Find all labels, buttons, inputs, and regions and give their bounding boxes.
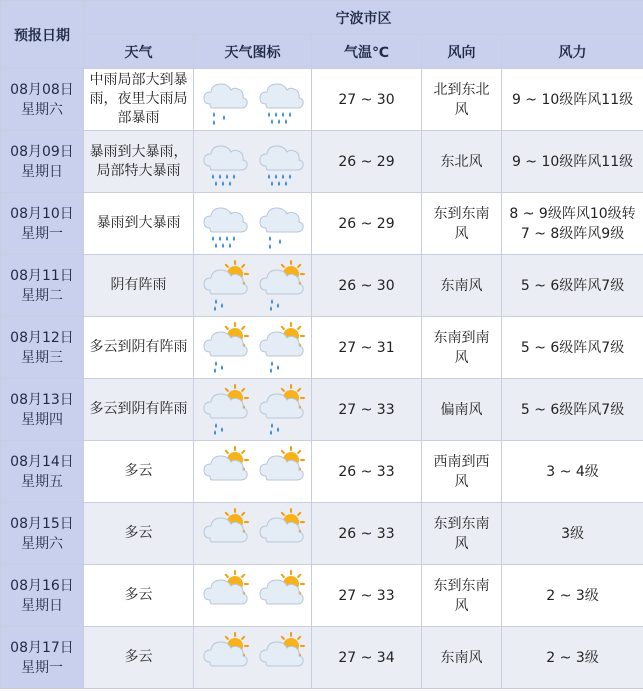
table-row	[1, 627, 643, 689]
weekday-text: 星期二	[21, 287, 63, 304]
date-text: 08月14日	[10, 453, 74, 470]
date-cell	[1, 69, 84, 131]
table-row	[1, 193, 643, 255]
wind-direction-cell: 东到东南风	[422, 193, 502, 255]
date-text: 08月10日	[10, 205, 74, 222]
partly-cloudy-icon	[256, 508, 306, 560]
date-cell	[1, 379, 84, 441]
date-text: 08月08日	[10, 81, 74, 98]
temperature-cell: 26 ~ 30	[312, 255, 422, 317]
rain-cloud-icon	[256, 198, 306, 250]
temperature-cell: 27 ~ 33	[312, 379, 422, 441]
weekday-text: 星期日	[21, 597, 63, 614]
sun-shower-icon	[256, 384, 306, 436]
date-cell	[1, 193, 84, 255]
date-text: 08月09日	[10, 143, 74, 160]
date-text: 08月16日	[10, 577, 74, 594]
heavy-rain-cloud-icon	[256, 74, 306, 126]
wind-power-cell: 8 ~ 9级阵风10级转7 ~ 8级阵风9级	[502, 193, 643, 255]
weekday-text: 星期一	[21, 659, 63, 676]
heavy-rain-cloud-icon	[200, 136, 250, 188]
partly-cloudy-icon	[200, 508, 250, 560]
weather-text: 多云	[84, 627, 194, 689]
date-text: 08月15日	[10, 515, 74, 532]
weekday-text: 星期四	[21, 411, 63, 428]
header-temperature: 气温℃	[312, 35, 422, 69]
wind-direction-cell: 东南风	[422, 255, 502, 317]
partly-cloudy-icon	[200, 446, 250, 498]
temperature-cell: 27 ~ 30	[312, 69, 422, 131]
weather-icon-cell	[194, 565, 312, 627]
date-cell	[1, 255, 84, 317]
table-row	[1, 317, 643, 379]
table-row	[1, 131, 643, 193]
partly-cloudy-icon	[200, 632, 250, 684]
temperature-cell: 27 ~ 34	[312, 627, 422, 689]
sun-shower-icon	[200, 260, 250, 312]
date-text: 08月17日	[10, 639, 74, 656]
wind-power-cell: 5 ~ 6级阵风7级	[502, 317, 643, 379]
table-row	[1, 565, 643, 627]
wind-power-cell: 9 ~ 10级阵风11级	[502, 69, 643, 131]
sun-shower-icon	[256, 260, 306, 312]
heavy-rain-cloud-icon	[200, 198, 250, 250]
weather-text: 阴有阵雨	[84, 255, 194, 317]
header-date: 预报日期	[1, 1, 84, 69]
temperature-cell: 26 ~ 33	[312, 503, 422, 565]
wind-power-cell: 3级	[502, 503, 643, 565]
wind-direction-cell: 东南到南风	[422, 317, 502, 379]
partly-cloudy-icon	[256, 632, 306, 684]
date-cell	[1, 503, 84, 565]
date-text: 08月11日	[10, 267, 74, 284]
table-row	[1, 503, 643, 565]
wind-power-cell: 3 ~ 4级	[502, 441, 643, 503]
weather-icon-cell	[194, 131, 312, 193]
wind-direction-cell: 西南到西风	[422, 441, 502, 503]
rain-cloud-icon	[200, 74, 250, 126]
weekday-text: 星期三	[21, 349, 63, 366]
wind-direction-cell: 东南风	[422, 627, 502, 689]
partly-cloudy-icon	[256, 446, 306, 498]
header-wind-power: 风力	[502, 35, 643, 69]
partly-cloudy-icon	[256, 570, 306, 622]
table-row	[1, 441, 643, 503]
date-cell	[1, 441, 84, 503]
wind-power-cell: 2 ~ 3级	[502, 627, 643, 689]
temperature-cell: 27 ~ 31	[312, 317, 422, 379]
weekday-text: 星期日	[21, 163, 63, 180]
weather-icon-cell	[194, 69, 312, 131]
weekday-text: 星期五	[21, 473, 63, 490]
weather-text: 多云到阴有阵雨	[84, 317, 194, 379]
weather-icon-cell	[194, 503, 312, 565]
table-row	[1, 255, 643, 317]
date-cell	[1, 627, 84, 689]
date-text: 08月12日	[10, 329, 74, 346]
weather-icon-cell	[194, 193, 312, 255]
weather-text: 暴雨到大暴雨	[84, 193, 194, 255]
wind-direction-cell: 东到东南风	[422, 503, 502, 565]
wind-direction-cell: 北到东北风	[422, 69, 502, 131]
weather-text: 多云	[84, 565, 194, 627]
weather-icon-cell	[194, 317, 312, 379]
sun-shower-icon	[200, 384, 250, 436]
temperature-cell: 26 ~ 33	[312, 441, 422, 503]
weekday-text: 星期六	[21, 535, 63, 552]
wind-direction-cell: 东到东南风	[422, 565, 502, 627]
temperature-cell: 26 ~ 29	[312, 193, 422, 255]
date-cell	[1, 565, 84, 627]
weather-icon-cell	[194, 379, 312, 441]
header-city: 宁波市区	[84, 1, 643, 35]
header-wind-direction: 风向	[422, 35, 502, 69]
wind-power-cell: 2 ~ 3级	[502, 565, 643, 627]
sun-shower-icon	[200, 322, 250, 374]
weather-text: 多云到阴有阵雨	[84, 379, 194, 441]
weather-icon-cell	[194, 627, 312, 689]
weather-icon-cell	[194, 441, 312, 503]
wind-direction-cell: 东北风	[422, 131, 502, 193]
heavy-rain-cloud-icon	[256, 136, 306, 188]
table-row	[1, 379, 643, 441]
weather-text: 多云	[84, 441, 194, 503]
wind-power-cell: 5 ~ 6级阵风7级	[502, 255, 643, 317]
weekday-text: 星期一	[21, 225, 63, 242]
weather-icon-cell	[194, 255, 312, 317]
weekday-text: 星期六	[21, 101, 63, 118]
weather-text: 多云	[84, 503, 194, 565]
temperature-cell: 27 ~ 33	[312, 565, 422, 627]
wind-power-cell: 9 ~ 10级阵风11级	[502, 131, 643, 193]
sun-shower-icon	[256, 322, 306, 374]
date-cell	[1, 317, 84, 379]
wind-power-cell: 5 ~ 6级阵风7级	[502, 379, 643, 441]
header-weather: 天气	[84, 35, 194, 69]
header-weather-icon: 天气图标	[194, 35, 312, 69]
date-text: 08月13日	[10, 391, 74, 408]
weather-text: 中雨局部大到暴雨，夜里大雨局部暴雨	[84, 69, 194, 131]
wind-direction-cell: 偏南风	[422, 379, 502, 441]
partly-cloudy-icon	[200, 570, 250, 622]
weather-text: 暴雨到大暴雨，局部特大暴雨	[84, 131, 194, 193]
date-cell	[1, 131, 84, 193]
table-row	[1, 69, 643, 131]
temperature-cell: 26 ~ 29	[312, 131, 422, 193]
